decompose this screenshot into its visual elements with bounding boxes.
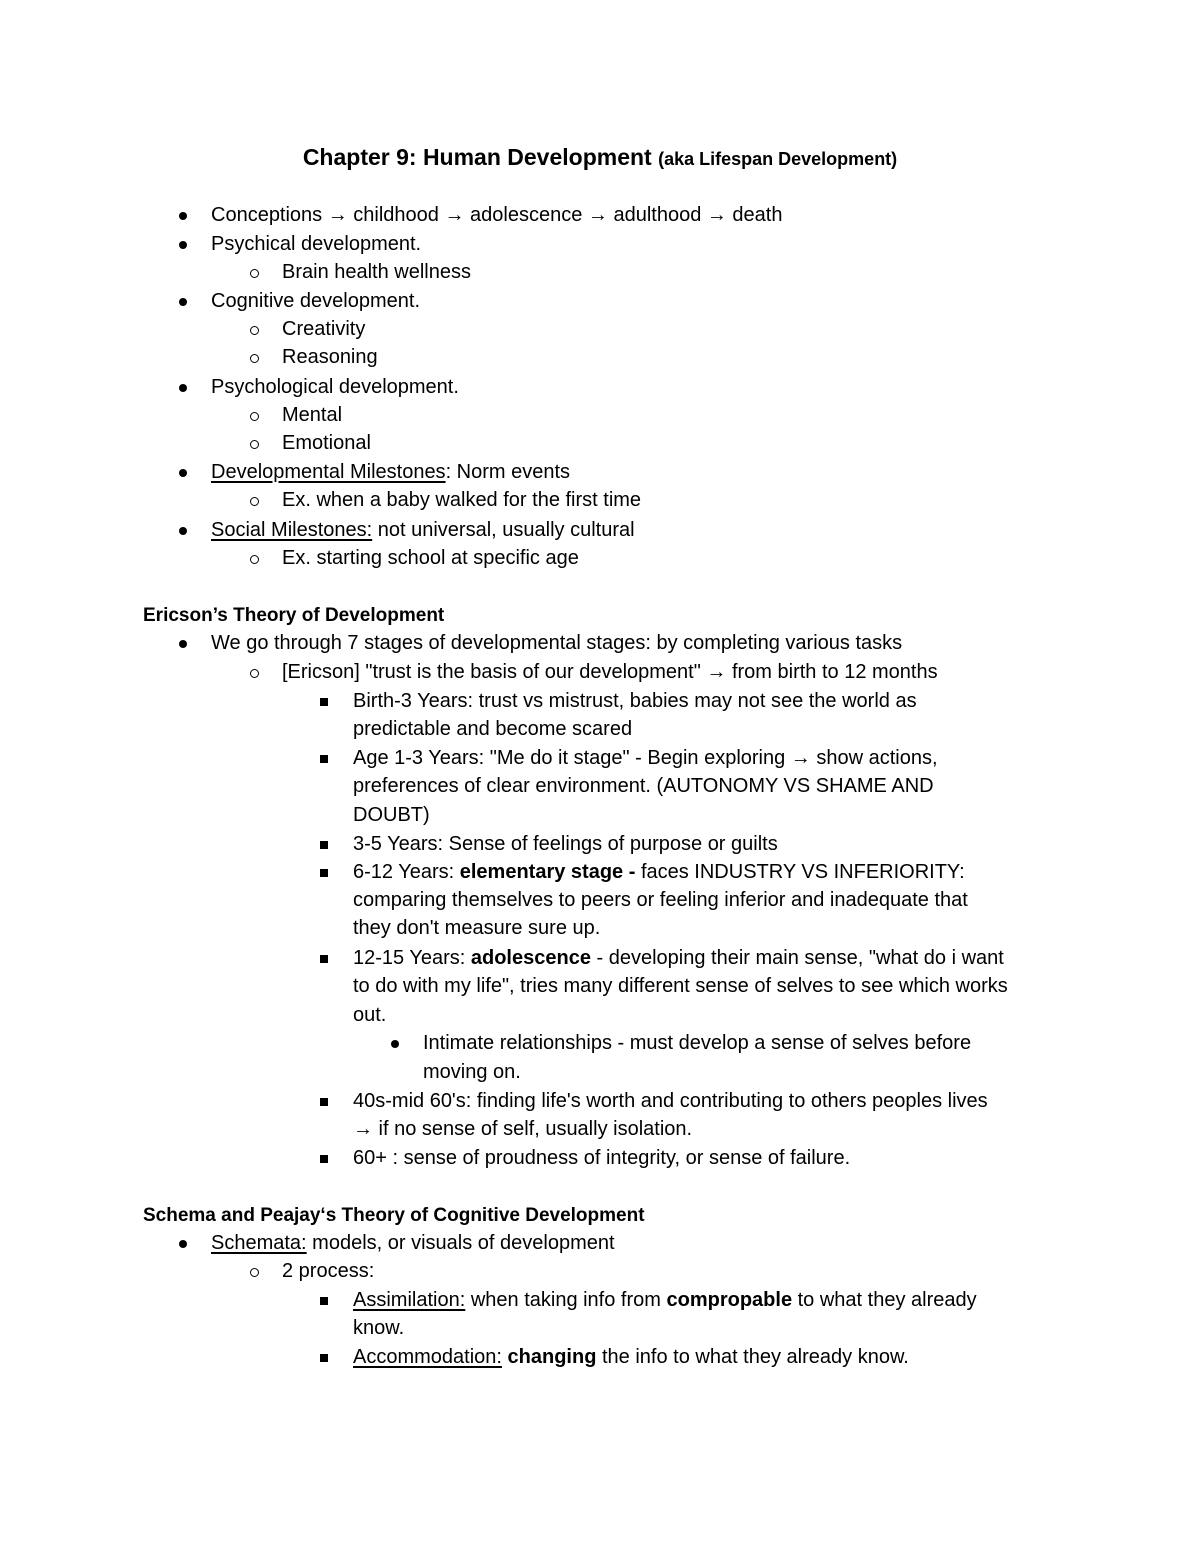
term-developmental-milestones: Developmental Milestones (211, 461, 446, 483)
bullet-square-icon (320, 1155, 328, 1163)
bullet-square-icon (320, 698, 328, 706)
bullet-circle-icon (250, 269, 259, 278)
bullet-disc-icon (179, 1240, 187, 1248)
list-item: Psychological development. (211, 376, 459, 398)
definition: models, or visuals of development (306, 1232, 615, 1254)
definition: : Norm events (445, 461, 571, 483)
text-segment: 12-15 Years: (353, 947, 471, 969)
list-item-line: predictable and become scared (353, 718, 633, 740)
list-item-line: comparing themselves to peers or feeling inferior and inadequate that (353, 889, 968, 911)
bullet-disc-icon (179, 640, 187, 648)
bullet-square-icon (320, 955, 328, 963)
term-schemata: Schemata: (211, 1232, 307, 1254)
bullet-square-icon (320, 1354, 328, 1362)
list-item-line: moving on. (423, 1061, 521, 1083)
text-segment: - developing their main sense, "what do i want (590, 947, 1004, 969)
list-item-line: preferences of clear environment. (AUTONOMY VS SHAME AND (353, 775, 934, 797)
bullet-square-icon (320, 755, 328, 763)
text-segment: faces INDUSTRY VS INFERIORITY: (635, 861, 965, 883)
bold-term: adolescence (470, 947, 591, 969)
list-item-line: they don't measure sure up. (353, 917, 601, 939)
bullet-circle-icon (250, 326, 259, 335)
term-social-milestones: Social Milestones: (211, 519, 373, 541)
section-heading-ericson: Ericson’s Theory of Development (143, 605, 445, 626)
bold-term: changing (507, 1346, 597, 1368)
bullet-disc-icon (391, 1040, 399, 1048)
list-item: Ex. when a baby walked for the first time (282, 489, 642, 511)
bullet-disc-icon (179, 212, 187, 220)
bullet-square-icon (320, 869, 328, 877)
list-item: Mental (282, 404, 343, 426)
list-item: Psychical development. (211, 233, 422, 255)
bullet-square-icon (320, 1297, 328, 1305)
list-item-line (353, 858, 965, 887)
list-item-line: out. (353, 1004, 387, 1026)
list-item: 3-5 Years: Sense of feelings of purpose or guilts (353, 833, 778, 855)
list-item: 60+ : sense of proudness of integrity, or sense of failure. (353, 1147, 851, 1169)
section-heading-schema: Schema and Peajay‘s Theory of Cognitive Development (143, 1205, 645, 1226)
page-title (0, 140, 1200, 176)
list-item: Creativity (282, 318, 366, 340)
bullet-disc-icon (179, 384, 187, 392)
term-accommodation: Accommodation: (353, 1346, 502, 1368)
list-item: [Ericson] "trust is the basis of our development" → from birth to 12 months (282, 661, 938, 683)
bullet-circle-icon (250, 1268, 259, 1277)
text-segment: 6-12 Years: (353, 861, 460, 883)
list-item-line: Birth-3 Years: trust vs mistrust, babies may not see the world as (353, 690, 917, 712)
bold-term: compropable (666, 1289, 793, 1311)
bullet-disc-icon (179, 298, 187, 306)
list-item: Cognitive development. (211, 290, 421, 312)
list-item: Conceptions → childhood → adolescence → adulthood → death (211, 204, 783, 226)
definition: not universal, usually cultural (372, 519, 635, 541)
bullet-circle-icon (250, 555, 259, 564)
list-item-line: know. (353, 1317, 405, 1339)
list-item-line: 40s-mid 60's: finding life's worth and contributing to others peoples lives (353, 1090, 988, 1112)
list-item-line (353, 1343, 909, 1372)
list-item: Brain health wellness (282, 261, 471, 283)
list-item-line: to do with my life", tries many different sense of selves to see which works (353, 975, 1008, 997)
list-item-line: Intimate relationships - must develop a sense of selves before (423, 1032, 972, 1054)
title-main: Chapter 9: Human Development (302, 144, 652, 170)
bullet-circle-icon (250, 354, 259, 363)
bullet-disc-icon (179, 241, 187, 249)
list-item (211, 1229, 615, 1258)
bullet-disc-icon (179, 469, 187, 477)
list-item: 2 process: (282, 1260, 375, 1282)
list-item: Emotional (282, 432, 371, 454)
term-assimilation: Assimilation: (353, 1289, 466, 1311)
text-segment: when taking info from (465, 1289, 667, 1311)
bullet-circle-icon (250, 497, 259, 506)
text-segment: to what they already (792, 1289, 977, 1311)
list-item (211, 458, 570, 487)
list-item-line: Age 1-3 Years: "Me do it stage" - Begin exploring → show actions, (353, 747, 938, 769)
list-item-line (353, 944, 1004, 973)
list-item: Ex. starting school at specific age (282, 547, 579, 569)
list-item-line: DOUBT) (353, 804, 430, 826)
bold-term: elementary stage - (459, 861, 636, 883)
list-item-line (353, 1286, 977, 1315)
bullet-disc-icon (179, 527, 187, 535)
bullet-circle-icon (250, 669, 259, 678)
bullet-square-icon (320, 841, 328, 849)
text-segment: the info to what they already know. (596, 1346, 909, 1368)
list-item: Reasoning (282, 346, 378, 368)
list-item: We go through 7 stages of developmental stages: by completing various tasks (211, 632, 903, 654)
list-item (211, 516, 635, 545)
bullet-circle-icon (250, 440, 259, 449)
list-item-line: → if no sense of self, usually isolation. (353, 1118, 693, 1140)
bullet-square-icon (320, 1098, 328, 1106)
bullet-circle-icon (250, 412, 259, 421)
title-subtitle: (aka Lifespan Development) (658, 149, 898, 169)
